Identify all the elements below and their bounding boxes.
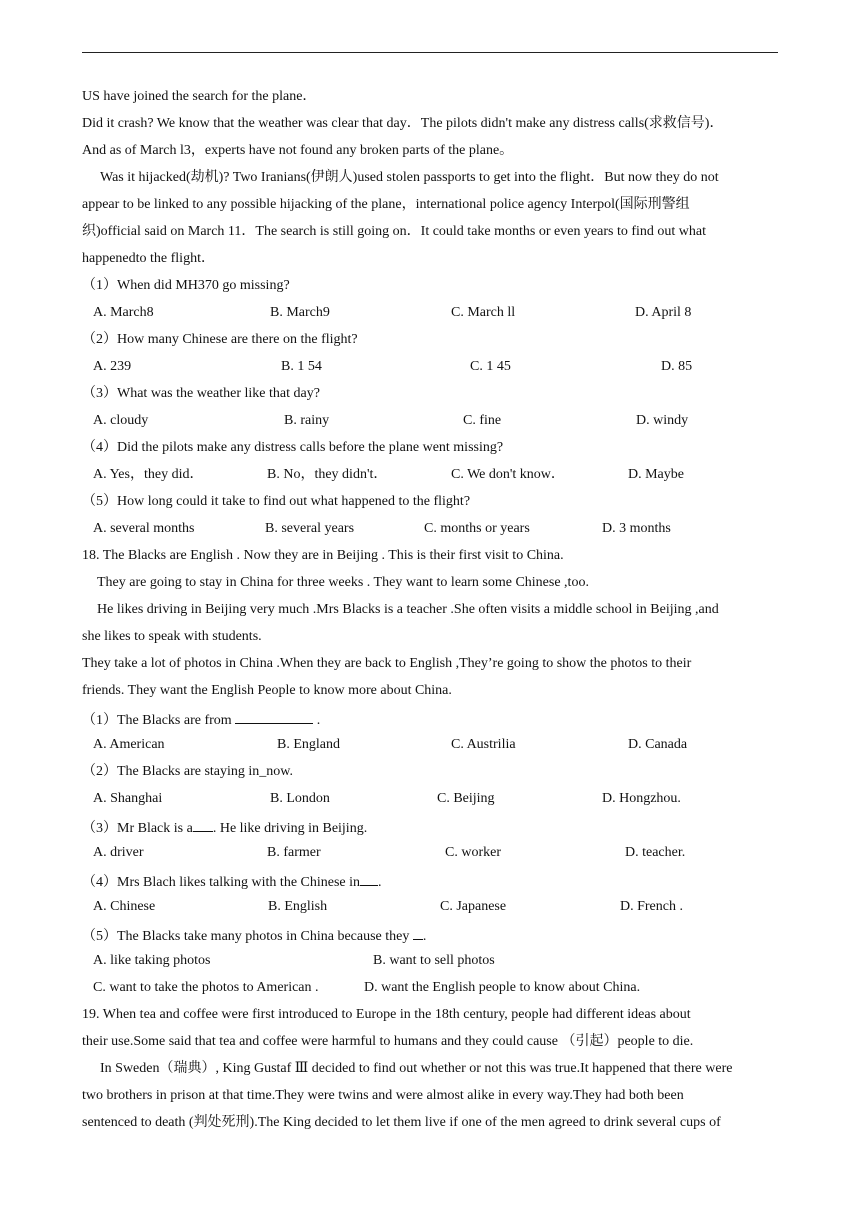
option-c: C. worker: [445, 845, 501, 860]
option-d: D. April 8: [635, 305, 692, 320]
passage-line: friends. They want the English People to know more about China.: [82, 683, 452, 698]
passage-line: appear to be linked to any possible hijacking of the plane，international police agency Interpol(国际刑警组: [82, 197, 690, 212]
passage-line: They are going to stay in China for three weeks . They want to learn some Chinese ,too.: [97, 575, 589, 590]
question-text-part: .: [378, 875, 382, 890]
passage-line: And as of March l3，experts have not found any broken parts of the plane。: [82, 143, 514, 158]
option-b: B. several years: [265, 521, 355, 536]
question-text-part: . He like driving in Beijing.: [212, 821, 368, 836]
option-d: D. 3 months: [602, 521, 671, 536]
question-text-part: （4）Mrs Blach likes talking with the Chinese in: [82, 875, 361, 890]
option-a: A. several months: [93, 521, 195, 536]
option-d: D. want the English people to know about China.: [364, 980, 641, 995]
question-text-part: （1）The Blacks are from: [82, 713, 236, 728]
passage-line: Did it crash? We know that the weather was clear that day．The pilots didn't make any distress calls(求救信号)．: [82, 116, 724, 131]
passage-line: happenedto the flight．: [82, 251, 215, 266]
passage-line: 19. When tea and coffee were first introduced to Europe in the 18th century, people had different ideas about: [82, 1007, 691, 1022]
question-text: （3）What was the weather like that day?: [82, 386, 320, 401]
question-text: （2）How many Chinese are there on the flight?: [82, 332, 358, 347]
answer-blank: [360, 871, 378, 886]
option-c: C. 1 45: [470, 359, 511, 374]
option-a: A. driver: [93, 845, 144, 860]
header-rule: [82, 52, 778, 53]
option-b: B. No，they didn't．: [267, 467, 388, 482]
passage-line: she likes to speak with students.: [82, 629, 262, 644]
option-d: D. teacher.: [625, 845, 686, 860]
option-c: C. fine: [463, 413, 502, 428]
option-d: D. windy: [636, 413, 689, 428]
option-b: B. rainy: [284, 413, 330, 428]
answer-blank: [413, 925, 423, 940]
answer-blank: [235, 709, 313, 724]
option-b: B. March9: [270, 305, 330, 320]
option-b: B. London: [270, 791, 330, 806]
question-text: [82, 817, 367, 838]
question-text-part: .: [422, 929, 427, 944]
option-c: C. Japanese: [440, 899, 507, 914]
option-c: C. months or years: [424, 521, 530, 536]
question-text: （2）The Blacks are staying in_now.: [82, 764, 293, 779]
option-d: D. French .: [620, 899, 683, 914]
passage-line: US have joined the search for the plane．: [82, 89, 317, 104]
option-a: A. cloudy: [93, 413, 149, 428]
option-c: C. We don't know．: [451, 467, 565, 482]
option-b: B. 1 54: [281, 359, 322, 374]
question-text-part: （5）The Blacks take many photos in China because they: [82, 929, 413, 944]
option-c: C. Austrilia: [451, 737, 516, 752]
option-d: D. 85: [661, 359, 693, 374]
option-a: A. March8: [93, 305, 154, 320]
option-d: D. Canada: [628, 737, 688, 752]
question-text: [82, 871, 382, 892]
answer-blank: [193, 817, 213, 832]
option-a: A. Shanghai: [93, 791, 163, 806]
option-c: C. March ll: [451, 305, 516, 320]
passage-line: 18. The Blacks are English . Now they are in Beijing . This is their first visit to China.: [82, 548, 564, 563]
passage-line: Was it hijacked(劫机)? Two Iranians(伊朗人)used stolen passports to get into the flight．But now they do not: [100, 170, 719, 185]
option-c: C. Beijing: [437, 791, 495, 806]
option-b: B. English: [268, 899, 328, 914]
question-text: （1）When did MH370 go missing?: [82, 278, 290, 293]
option-a: A. 239: [93, 359, 132, 374]
question-text-part: .: [313, 713, 321, 728]
option-a: A. like taking photos: [93, 953, 211, 968]
passage-line: sentenced to death (判处死刑).The King decided to let them live if one of the men agreed to drink several cups of: [82, 1115, 721, 1130]
option-c: C. want to take the photos to American .: [93, 980, 319, 995]
option-d: D. Maybe: [628, 467, 684, 482]
question-text-part: （3）Mr Black is a: [82, 821, 193, 836]
option-a: A. American: [93, 737, 165, 752]
option-b: B. want to sell photos: [373, 953, 495, 968]
question-text: [82, 925, 426, 946]
option-a: A. Chinese: [93, 899, 156, 914]
passage-line: two brothers in prison at that time.They were twins and were almost alike in every way.They had both been: [82, 1088, 684, 1103]
option-d: D. Hongzhou.: [602, 791, 681, 806]
passage-line: He likes driving in Beijing very much .Mrs Blacks is a teacher .She often visits a middle school in Beijing ,and: [97, 602, 719, 617]
question-text: （5）How long could it take to find out what happened to the flight?: [82, 494, 471, 509]
question-text: [82, 709, 320, 730]
passage-line: In Sweden（瑞典）, King Gustaf Ⅲ decided to find out whether or not this was true.It happened that there were: [100, 1061, 733, 1076]
passage-line: They take a lot of photos in China .When they are back to English ,They’re going to show the photos to their: [82, 656, 692, 671]
option-b: B. farmer: [267, 845, 321, 860]
passage-line: their use.Some said that tea and coffee were harmful to humans and they could cause （引起）people to die.: [82, 1034, 694, 1049]
passage-line: 织)official said on March 11．The search is still going on．It could take months or even years to find out what: [82, 224, 707, 239]
option-b: B. England: [277, 737, 340, 752]
question-text: （4）Did the pilots make any distress calls before the plane went missing?: [82, 440, 504, 455]
option-a: A. Yes，they did．: [93, 467, 204, 482]
